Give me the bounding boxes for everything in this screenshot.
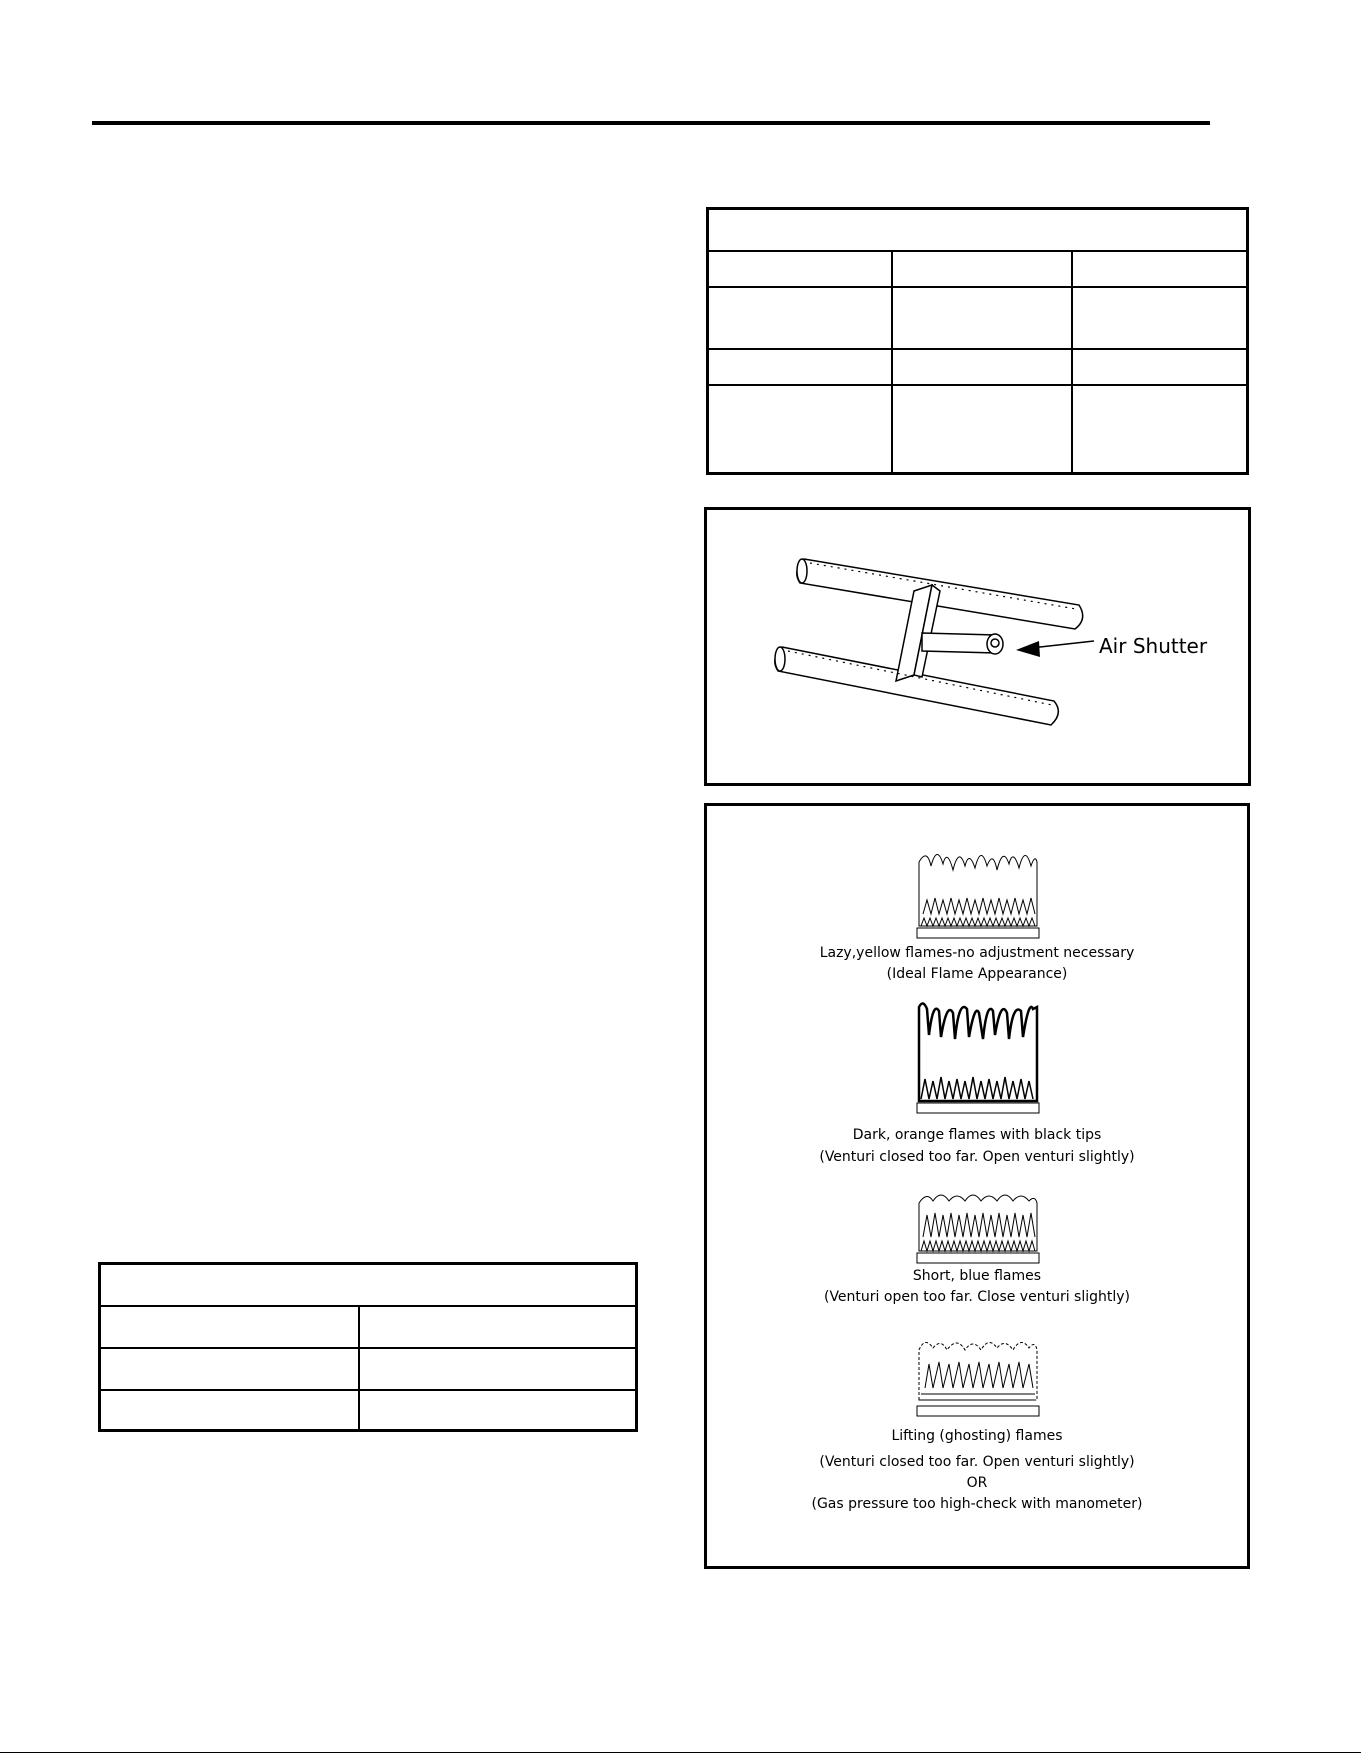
flame-caption-4-or: OR xyxy=(966,1475,988,1491)
flame-caption-4-note-alt: (Gas pressure too high-check with manometer) xyxy=(811,1496,1143,1512)
table-cell xyxy=(100,1390,360,1431)
flame-caption-4-note: (Venturi closed too far. Open venturi slightly) xyxy=(819,1454,1135,1470)
table-header-cell xyxy=(100,1264,637,1306)
table-cell xyxy=(359,1390,637,1431)
air-shutter-figure xyxy=(704,507,1251,786)
table-cell xyxy=(892,385,1072,474)
table-cell xyxy=(100,1348,360,1390)
specification-table-top xyxy=(706,207,1249,475)
flame-appearance-chart xyxy=(704,803,1250,1569)
table-cell xyxy=(1072,287,1248,349)
air-shutter-label: Air Shutter xyxy=(1099,634,1208,658)
table-cell xyxy=(708,349,893,385)
flame-caption-3-note: (Venturi open too far. Close venturi slightly) xyxy=(823,1289,1130,1305)
table-cell xyxy=(892,287,1072,349)
header-rule xyxy=(92,121,1210,125)
flame-caption-1-title: Lazy,yellow flames-no adjustment necessary xyxy=(819,945,1135,961)
specification-table-bottom xyxy=(98,1262,638,1432)
footer-rule xyxy=(0,1752,1361,1753)
table-cell xyxy=(892,251,1072,287)
table-header-cell xyxy=(708,209,1248,251)
flame-caption-1-note: (Ideal Flame Appearance) xyxy=(886,966,1068,982)
table-cell xyxy=(708,385,893,474)
table-cell xyxy=(1072,385,1248,474)
lifting-ghosting-flame-illustration xyxy=(913,1334,1043,1420)
orange-black-tip-flame-illustration xyxy=(913,999,1043,1119)
lazy-yellow-flame-illustration xyxy=(913,842,1043,942)
flame-caption-3-title: Short, blue flames xyxy=(912,1268,1042,1284)
flame-caption-2-title: Dark, orange flames with black tips xyxy=(852,1127,1102,1143)
table-cell xyxy=(359,1348,637,1390)
table-cell xyxy=(708,287,893,349)
table-cell xyxy=(1072,349,1248,385)
table-cell xyxy=(359,1306,637,1348)
table-cell xyxy=(708,251,893,287)
short-blue-flame-illustration xyxy=(913,1189,1043,1269)
table-cell xyxy=(1072,251,1248,287)
table-cell xyxy=(100,1306,360,1348)
flame-caption-4-title: Lifting (ghosting) flames xyxy=(891,1428,1063,1444)
flame-caption-2-note: (Venturi closed too far. Open venturi slightly) xyxy=(819,1149,1135,1165)
table-cell xyxy=(892,349,1072,385)
